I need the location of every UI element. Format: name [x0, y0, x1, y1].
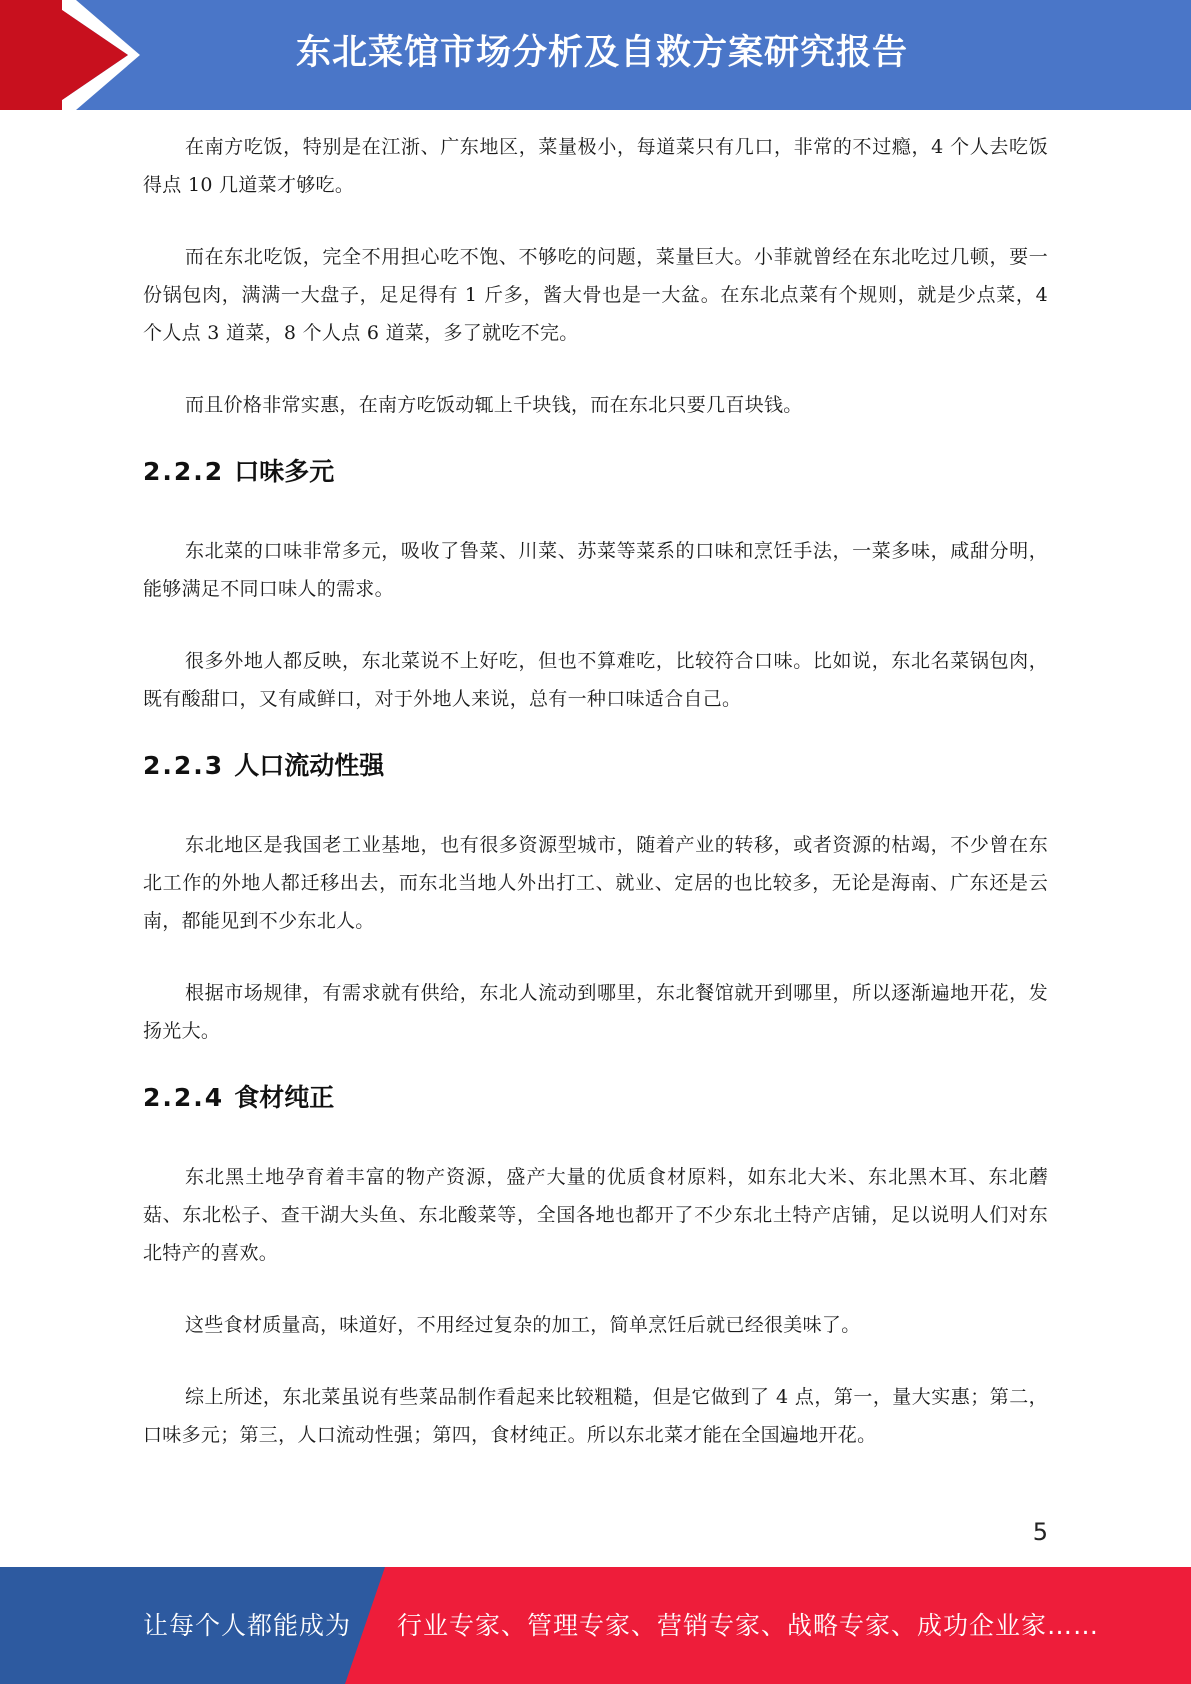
section-heading-2-2-4	[143, 1080, 1048, 1116]
report-title: 东北菜馆市场分析及自救方案研究报告	[296, 33, 909, 73]
section-title-text: 人口流动性强	[234, 751, 385, 780]
section-heading-2-2-2	[143, 454, 1048, 490]
section-title-text: 食材纯正	[234, 1083, 335, 1112]
paragraph: 在南方吃饭，特别是在江浙、广东地区，菜量极小，每道菜只有几口，非常的不过瘾，4 个人去吃饭得点 10 几道菜才够吃。	[143, 136, 1048, 196]
paragraph: 东北黑土地孕育着丰富的物产资源，盛产大量的优质食材原料，如东北大米、东北黑木耳、东北蘑菇、东北松子、查干湖大头鱼、东北酸菜等，全国各地也都开了不少东北土特产店铺，足以说明人们对东北特产的喜欢。	[143, 1166, 1048, 1264]
section-number: 2.2.4	[143, 1083, 225, 1112]
footer-slogan-left: 让每个人都能成为	[143, 1611, 352, 1640]
paragraph: 东北菜的口味非常多元，吸收了鲁菜、川菜、苏菜等菜系的口味和烹饪手法，一菜多味，咸甜分明，能够满足不同口味人的需求。	[143, 540, 1048, 600]
footer-slogan-right: 行业专家、管理专家、营销专家、战略专家、成功企业家……	[397, 1611, 1100, 1640]
header-banner	[0, 0, 1191, 110]
paragraph: 很多外地人都反映，东北菜说不上好吃，但也不算难吃，比较符合口味。比如说，东北名菜锅包肉，既有酸甜口，又有咸鲜口，对于外地人来说，总有一种口味适合自己。	[143, 650, 1048, 710]
paragraph: 而在东北吃饭，完全不用担心吃不饱、不够吃的问题，菜量巨大。小菲就曾经在东北吃过几顿，要一份锅包肉，满满一大盘子，足足得有 1 斤多，酱大骨也是一大盆。在东北点菜有个规则，就是少点菜，4 个人点 3 道菜，8 个人点 6 道菜，多了就吃不完。	[143, 246, 1048, 344]
main-content	[143, 118, 1048, 1454]
header-red-block	[0, 0, 70, 110]
header-chevron-decoration	[62, 0, 152, 110]
section-number: 2.2.2	[143, 457, 225, 486]
section-title-text: 口味多元	[234, 457, 335, 486]
footer-banner	[0, 1567, 1191, 1684]
paragraph: 这些食材质量高，味道好，不用经过复杂的加工，简单烹饪后就已经很美味了。	[185, 1314, 861, 1336]
page-number: 5	[1032, 1518, 1048, 1546]
paragraph: 东北地区是我国老工业基地，也有很多资源型城市，随着产业的转移，或者资源的枯竭，不少曾在东北工作的外地人都迁移出去，而东北当地人外出打工、就业、定居的也比较多，无论是海南、广东还是云南，都能见到不少东北人。	[143, 834, 1048, 932]
section-heading-2-2-3	[143, 748, 1048, 784]
paragraph: 而且价格非常实惠，在南方吃饭动辄上千块钱，而在东北只要几百块钱。	[185, 394, 803, 416]
section-number: 2.2.3	[143, 751, 225, 780]
paragraph: 综上所述，东北菜虽说有些菜品制作看起来比较粗糙，但是它做到了 4 点，第一，量大实惠；第二，口味多元；第三，人口流动性强；第四，食材纯正。所以东北菜才能在全国遍地开花。	[143, 1386, 1048, 1446]
paragraph: 根据市场规律，有需求就有供给，东北人流动到哪里，东北餐馆就开到哪里，所以逐渐遍地开花，发扬光大。	[143, 982, 1048, 1042]
